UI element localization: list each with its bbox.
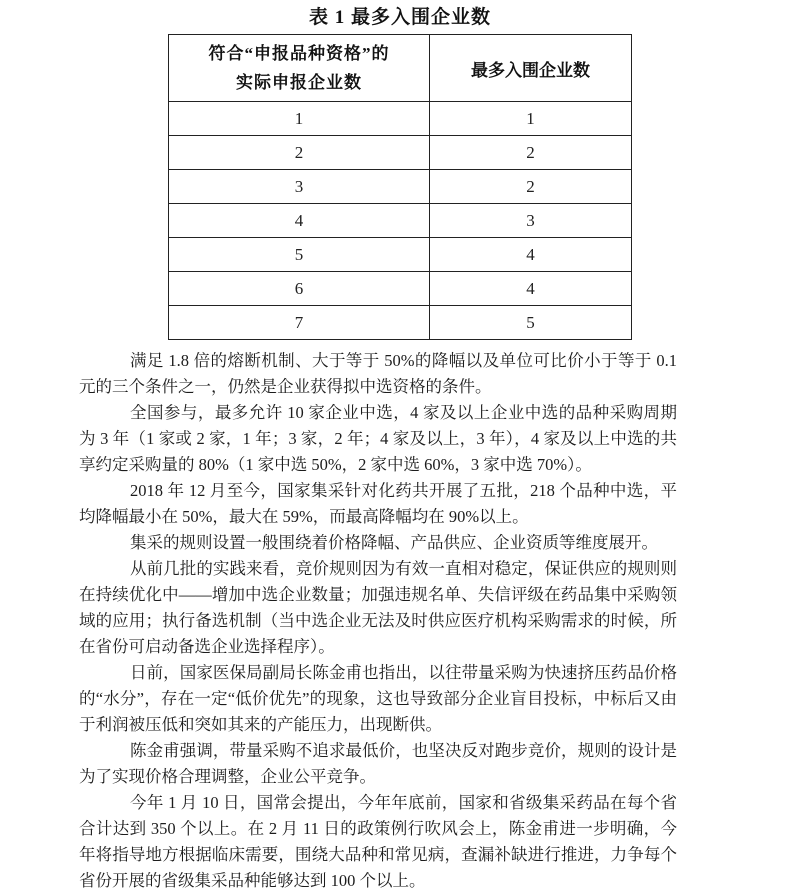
cell-max: 2 [430, 136, 632, 170]
paragraph-national-participation: 全国参与，最多允许 10 家企业中选，4 家及以上企业中选的品种采购周期为 3 年（1 家或 2 家，1 年；3 家，2 年；4 家及以上，3 年），4 家及以上中选的共享约定采购量的 80%（1 家中选 50%，2 家中选 60%，3 家中选 70%）。 [79, 403, 677, 474]
max-shortlisted-table [168, 34, 632, 340]
table-row [169, 170, 632, 204]
table-row [169, 238, 632, 272]
cell-applicants: 4 [169, 204, 430, 238]
header-applicants-line1: 符合“申报品种资格”的 [208, 44, 390, 63]
table-row [169, 136, 632, 170]
cell-max: 4 [430, 272, 632, 306]
table-row [169, 204, 632, 238]
table-caption: 表 1 最多入围企业数 [308, 7, 491, 28]
table-header-row [169, 35, 632, 102]
cell-max: 4 [430, 238, 632, 272]
cell-max: 5 [430, 306, 632, 340]
table-row [169, 102, 632, 136]
paragraph-this-year-plan: 今年 1 月 10 日，国常会提出，今年年底前，国家和省级集采药品在每个省合计达到 350 个以上。在 2 月 11 日的政策例行吹风会上，陈金甫进一步明确，今年将指导地方根据临床需要，围绕大品种和常见病，查漏补缺进行推进，力争每个省份开展的省级集采品种能够达到 100 个以上。 [79, 793, 677, 890]
cell-applicants: 6 [169, 272, 430, 306]
header-cell-max-shortlisted: 最多入围企业数 [430, 35, 632, 102]
cell-applicants: 5 [169, 238, 430, 272]
paragraph-rule-optimization: 从前几批的实践来看，竞价规则因为有效一直相对稳定，保证供应的规则则在持续优化中——增加中选企业数量；加强违规名单、失信评级在药品集中采购领域的应用；执行备选机制（当中选企业无法及时供应医疗机构采购需求的时候，所在省份可启动备选企业选择程序）。 [79, 559, 677, 656]
cell-max: 2 [430, 170, 632, 204]
paragraph-chenjinfu-emphasize: 陈金甫强调，带量采购不追求最低价，也坚决反对跑步竞价，规则的设计是为了实现价格合理调整，企业公平竞争。 [79, 741, 677, 786]
paragraph-rule-dimensions: 集采的规则设置一般围绕着价格降幅、产品供应、企业资质等维度展开。 [130, 533, 658, 552]
cell-applicants: 7 [169, 306, 430, 340]
cell-max: 3 [430, 204, 632, 238]
cell-applicants: 2 [169, 136, 430, 170]
paragraph-fuse-rule: 满足 1.8 倍的熔断机制、大于等于 50%的降幅以及单位可比价小于等于 0.1 元的三个条件之一，仍然是企业获得拟中选资格的条件。 [79, 351, 677, 396]
paragraph-2018-batches: 2018 年 12 月至今，国家集采针对化药共开展了五批，218 个品种中选，平均降幅最小在 50%，最大在 59%，而最高降幅均在 90%以上。 [79, 481, 677, 526]
cell-applicants: 1 [169, 102, 430, 136]
header-cell-applicants [169, 35, 430, 102]
article-body [79, 348, 677, 894]
table-row [169, 272, 632, 306]
table-row [169, 306, 632, 340]
header-applicants-line2: 实际申报企业数 [236, 73, 362, 92]
cell-applicants: 3 [169, 170, 430, 204]
paragraph-chenjinfu-pointout: 日前，国家医保局副局长陈金甫也指出，以往带量采购为快速挤压药品价格的“水分”，存在一定“低价优先”的现象，这也导致部分企业盲目投标，中标后又由于利润被压低和突如其来的产能压力，出现断供。 [79, 663, 677, 734]
cell-max: 1 [430, 102, 632, 136]
